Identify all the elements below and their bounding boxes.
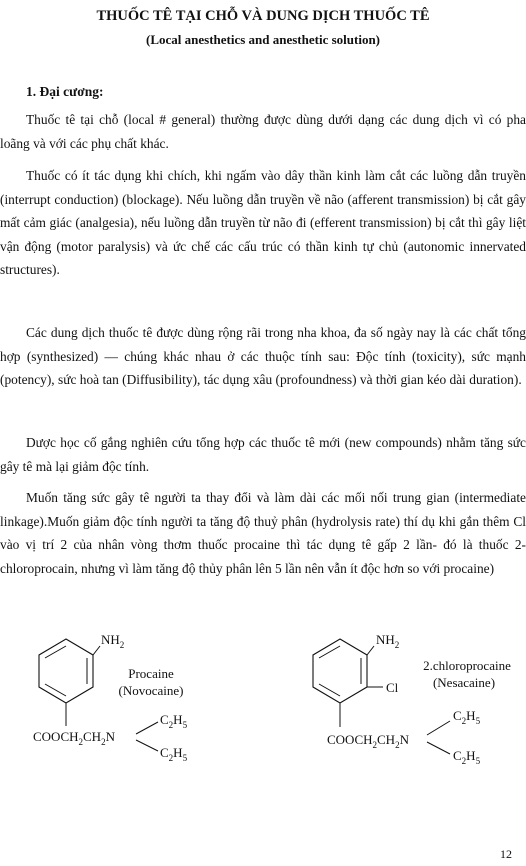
section-heading: 1. Đại cương: [26,84,104,99]
procaine-amine-label: $NH_2$ [101,632,125,650]
chloroprocaine-alt-name: (Nesacaine) [432,675,496,690]
chloroprocaine-structure [313,632,511,766]
procaine-name: Procaine [128,666,174,681]
chloroprocaine-ethyl-upper: $C_2H_5$ [453,708,481,726]
document-title: THUỐC TÊ TẠI CHỖ VÀ DUNG DỊCH THUỐC TÊ [96,8,430,24]
chloroprocaine-inner-bond [319,684,340,696]
document-subtitle: (Local anesthetics and anesthetic solution) [146,32,380,47]
paragraph-research: Dược học cố gắng nghiên cứu tổng hợp các thuốc tê mới (new compounds) nhằm tăng sức gây tê mà lại giảm độc tính. [0,435,526,474]
procaine-inner-bond [45,684,66,696]
paragraph-modification: Muốn tăng sức gây tê người ta thay đổi và làm dài các mối nối trung gian (intermediate linkage).Muốn giảm độc tính người ta tăng độ thuỷ phân (hydrolysis rate) thí dụ khi gắn thêm Cl vào vị trí 2 của nhân vòng thơm thuốc procaine thì tác dụng tê gấp 2 lần- đó là thuốc 2-chloroprocain, nhưng vì làm tăng độ thủy phân lên 5 lần nên vẫn ít độc hơn so với procaine) [0,490,526,576]
chloroprocaine-benzene-ring [313,639,367,703]
chloroprocaine-inner-bond [319,646,340,658]
procaine-alt-name: (Novocaine) [118,683,184,698]
chloroprocaine-ester-label: $COOCH_2CH_2N$ [327,732,409,750]
procaine-ethyl-bond-lower [136,740,158,751]
procaine-ethyl-bond-upper [136,722,158,734]
chloroprocaine-ethyl-bond-lower [427,742,450,754]
chemical-structures-figure [0,620,526,780]
page-number: 12 [500,847,512,861]
procaine-amine-bond [93,646,100,655]
chloroprocaine-chloro-label: Cl [386,680,399,695]
chloroprocaine-name: 2.chloroprocaine [423,658,511,673]
chloroprocaine-amine-label: $NH_2$ [376,632,400,650]
paragraph-properties: Các dung dịch thuốc tê được dùng rộng rãi trong nha khoa, đa số ngày nay là các chất tổng hợp (synthesized) — chúng khác nhau ở các thuộc tính sau: Độc tính (toxicity), sức mạnh (potency), sức hoà tan (Diffusibility), tác dụng xâu (profoundness) và thời gian kéo dài duration). [0,325,526,387]
chloroprocaine-ethyl-lower: $C_2H_5$ [453,748,481,766]
procaine-ethyl-upper: $C_2H_5$ [160,712,188,730]
chloroprocaine-ethyl-bond-upper [427,721,450,735]
procaine-benzene-ring [39,639,93,703]
procaine-inner-bond [45,646,66,658]
procaine-ester-label: $COOCH_2CH_2N$ [33,729,115,747]
chloroprocaine-amine-bond [367,646,374,655]
paragraph-mechanism: Thuốc có ít tác dụng khi chích, khi ngấm vào dây thần kinh làm cắt các luồng dẫn truyền (interrupt conduction) (blockage). Nếu luồng dẫn truyền về não (afferent transmission) bị cắt gây mất cảm giác (analgesia), nếu luồng dẫn truyền từ não đi (efferent transmission) bị cắt thì gây liệt vận động (motor paralysis) và ức chế các cấu trúc có thần kinh tự chủ (autonomic innervated structures). [0,168,526,277]
paragraph-intro: Thuốc tê tại chỗ (local # general) thường được dùng dưới dạng các dung dịch vì có pha loãng và với các phụ chất khác. [0,112,526,151]
procaine-ethyl-lower: $C_2H_5$ [160,745,188,763]
procaine-structure [33,632,188,763]
